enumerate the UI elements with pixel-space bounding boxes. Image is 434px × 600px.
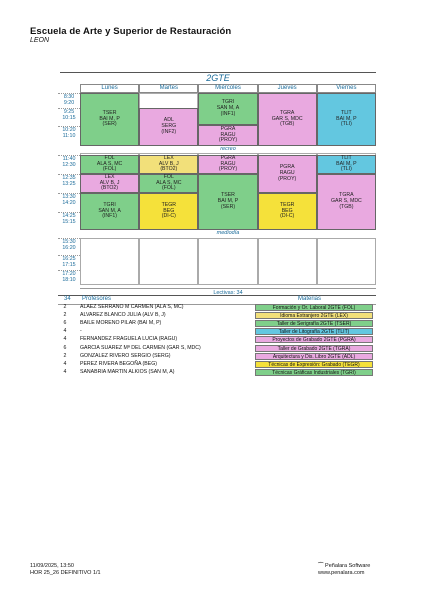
session-line: TGRI xyxy=(221,99,235,106)
session-line: RAGU xyxy=(220,131,236,138)
session-line: TGRI xyxy=(103,201,116,208)
time-slot-pm-0: 15:30 16:20 xyxy=(58,238,80,254)
teacher-name: FERNANDEZ FRAGUELA LUCIA (RAGU) xyxy=(80,336,178,343)
session-line: (FOL) xyxy=(102,166,117,173)
day-header-3: Jueves xyxy=(258,84,317,93)
teacher-name: ALVAREZ BLANCO JULIA (ALV B, J) xyxy=(80,312,166,319)
subject-label: Formación y Or. Laboral 2GTE (FOL) xyxy=(255,304,373,311)
session-line: RAGU xyxy=(220,160,236,167)
session-line: (SER) xyxy=(220,203,236,210)
session-lun-4 xyxy=(80,155,139,174)
session-line: RAGU xyxy=(279,170,295,177)
teacher-hours: 6 xyxy=(63,344,67,351)
subjects-label: Materias xyxy=(298,296,322,302)
day-header-1: Martes xyxy=(139,84,198,93)
session-line: TLIT xyxy=(341,154,352,161)
session-line: (PROY) xyxy=(278,175,297,182)
session-line: TLIT xyxy=(341,109,352,116)
teachers-label: Profesores xyxy=(82,296,112,302)
teacher-hours: 4 xyxy=(63,368,67,375)
city-name: LEON xyxy=(30,37,50,44)
teacher-row xyxy=(58,369,376,377)
teacher-row xyxy=(58,328,376,336)
day-header-2: Miércoles xyxy=(198,84,257,93)
session-line: SERG xyxy=(161,123,177,130)
session-mar-5 xyxy=(139,174,198,193)
time-slot-4: 12:35 13:25 xyxy=(58,174,80,193)
teacher-hours: 2 xyxy=(63,312,67,319)
session-mie-1 xyxy=(198,93,257,125)
footer-right xyxy=(318,563,370,577)
time-slot-5: 13:30 14:20 xyxy=(58,193,80,212)
subject-label: Taller de Serigrafía 2GTE (TSER) xyxy=(255,320,373,327)
session-mar-4 xyxy=(139,155,198,174)
teacher-hours: 2 xyxy=(63,352,67,359)
session-line: (BTO2) xyxy=(160,166,178,173)
session-vie-5 xyxy=(317,174,376,230)
session-jue-1 xyxy=(258,93,317,146)
teachers-count: 34 xyxy=(64,296,71,302)
teacher-row xyxy=(58,312,376,320)
session-line: LEX xyxy=(163,154,174,161)
teacher-name: PEREZ RIVERA BEGOÑA (BEG) xyxy=(80,360,157,367)
time-slot-6: 14:25 15:15 xyxy=(58,212,80,231)
session-line: LEX xyxy=(104,173,115,180)
teacher-row xyxy=(58,336,376,344)
teacher-row xyxy=(58,361,376,369)
session-line: BAI M, P xyxy=(336,115,357,122)
session-line: ALA S, MC xyxy=(96,160,123,167)
session-line: (TGB) xyxy=(280,121,295,128)
brand-name: Peñalara Software xyxy=(325,563,371,569)
empty-cell xyxy=(198,238,257,285)
session-line: ALA S, MC xyxy=(156,179,182,186)
session-line: BAI M, P xyxy=(99,115,120,122)
teacher-name: ALAEZ SERRANO M CARMEN (ALA S, MC) xyxy=(80,304,184,310)
session-line: ALV B, J xyxy=(99,179,120,186)
subject-label: Arquitectura y Dis. Libro 2GTE (ADL) xyxy=(255,353,373,360)
time-slot-2: 10:20 11:10 xyxy=(58,126,80,145)
session-line: BAI M, P xyxy=(336,160,357,167)
empty-cell xyxy=(317,238,376,285)
session-line: TSER xyxy=(221,192,235,199)
session-line: (SER) xyxy=(102,121,117,128)
session-mar-6 xyxy=(139,193,198,230)
session-line: BAI M, P xyxy=(217,198,239,205)
session-lun-5 xyxy=(80,174,139,193)
footer-left xyxy=(30,563,101,577)
session-line: (FOL) xyxy=(162,185,176,192)
session-line: FOL xyxy=(104,154,115,161)
day-header-4: Viernes xyxy=(317,84,376,93)
print-date: 11/09/2025, 13:50 xyxy=(30,563,74,569)
subject-label: Técnicas de Expresión: Grabado (TEGR) xyxy=(255,361,373,368)
empty-cell xyxy=(80,238,139,285)
session-line: SAN M, A xyxy=(216,105,240,112)
session-mie-6 xyxy=(198,174,257,230)
session-line: TSER xyxy=(102,109,117,116)
session-line: TEGR xyxy=(279,201,295,208)
session-line: GAR S, MDC xyxy=(271,115,303,122)
teacher-name: GONZALEZ RIVERO SERGIO (SERG) xyxy=(80,352,171,359)
subject-label: Idioma Extranjero 2GTE (LEX) xyxy=(255,312,373,319)
session-line: (INF1) xyxy=(102,213,117,220)
time-slot-3: 11:40 12:30 xyxy=(58,155,80,174)
empty-cell xyxy=(139,238,198,285)
session-line: TGRA xyxy=(279,109,295,116)
session-mar-1 xyxy=(139,108,198,146)
teacher-row xyxy=(58,345,376,353)
session-line: (PROY) xyxy=(218,137,238,144)
time-slot-pm-1: 16:25 17:15 xyxy=(58,255,80,271)
brand-url: www.penalara.com xyxy=(318,570,365,576)
session-jue-6 xyxy=(258,193,317,230)
teacher-name: - xyxy=(80,328,82,335)
session-mie-4 xyxy=(198,155,257,174)
session-line: (PROY) xyxy=(218,166,238,173)
session-line: ADL xyxy=(163,117,174,124)
empty-cell xyxy=(258,238,317,285)
teacher-hours: 6 xyxy=(63,320,67,327)
time-slot-pm-2: 17:20 18:10 xyxy=(58,270,80,286)
session-line: TEGR xyxy=(161,201,176,208)
schedule-code: HOR 25_26 DEFINITIVO 1/1 xyxy=(30,570,101,576)
session-line: (TLI) xyxy=(340,121,352,128)
session-mie-2 xyxy=(198,125,257,146)
session-line: TGRA xyxy=(339,192,354,199)
session-line: PGRA xyxy=(279,164,295,171)
day-header-0: Lunes xyxy=(80,84,139,93)
teacher-row xyxy=(58,320,376,328)
session-line: SAN M, A xyxy=(98,207,121,214)
school-name: Escuela de Arte y Superior de Restauración xyxy=(30,26,232,37)
teacher-hours: 4 xyxy=(63,360,67,367)
session-line: PGRA xyxy=(220,154,236,161)
session-line: (BTO2) xyxy=(101,185,119,192)
session-line: BEG xyxy=(163,207,175,214)
subject-label: Taller de Grabado 2GTE (TGRA) xyxy=(255,345,373,352)
session-line: (TGB) xyxy=(339,203,354,210)
session-line: (TLI) xyxy=(340,166,352,173)
session-jue-4 xyxy=(258,155,317,193)
teacher-name: GARCIA SUAREZ Mª DEL CARMEN (GAR S, MDC) xyxy=(80,344,201,351)
session-vie-4 xyxy=(317,155,376,174)
session-line: (INF1) xyxy=(220,110,236,117)
session-line: FOL xyxy=(163,173,174,180)
subject-label: Técnicas Gráficas Industriales (TGRI) xyxy=(255,369,373,376)
teacher-hours: 4 xyxy=(63,328,67,335)
session-line: (INF2) xyxy=(161,128,177,135)
teacher-hours: 2 xyxy=(63,304,67,310)
mediodia-band: mediodía xyxy=(216,230,240,236)
time-slot-0: 8:30 9:20 xyxy=(58,93,80,112)
session-line: ALV B, J xyxy=(158,160,179,167)
teacher-name: SANABRIA MARTIN ALKIOS (SAN M, A) xyxy=(80,368,175,375)
time-slot-1: 9:25 10:15 xyxy=(58,108,80,127)
subject-label: Taller de Litografía 2GTE (TLIT) xyxy=(255,328,373,335)
session-vie-1 xyxy=(317,93,376,146)
teacher-name: BAILE MORENO PILAR (BAI M, P) xyxy=(80,320,162,327)
session-line: (DI-C) xyxy=(161,213,176,220)
teacher-row xyxy=(58,353,376,361)
lectivas-count: Lectivas: 34 xyxy=(80,288,376,296)
session-line: PGRA xyxy=(220,125,236,132)
subject-label: Proyectos de Grabado 2GTE (PGRA) xyxy=(255,336,373,343)
teacher-hours: 4 xyxy=(63,336,67,343)
session-line: BEG xyxy=(281,207,293,214)
recreo-band: recreo xyxy=(220,146,236,152)
penalara-logo-icon: ⌒ xyxy=(318,563,324,569)
session-lun-1 xyxy=(80,93,139,146)
session-line: GAR S, MDC xyxy=(330,198,362,205)
session-line: (DI-C) xyxy=(280,213,295,220)
group-title: 2GTE xyxy=(60,72,376,85)
session-lun-6 xyxy=(80,193,139,230)
teacher-row xyxy=(58,304,376,312)
